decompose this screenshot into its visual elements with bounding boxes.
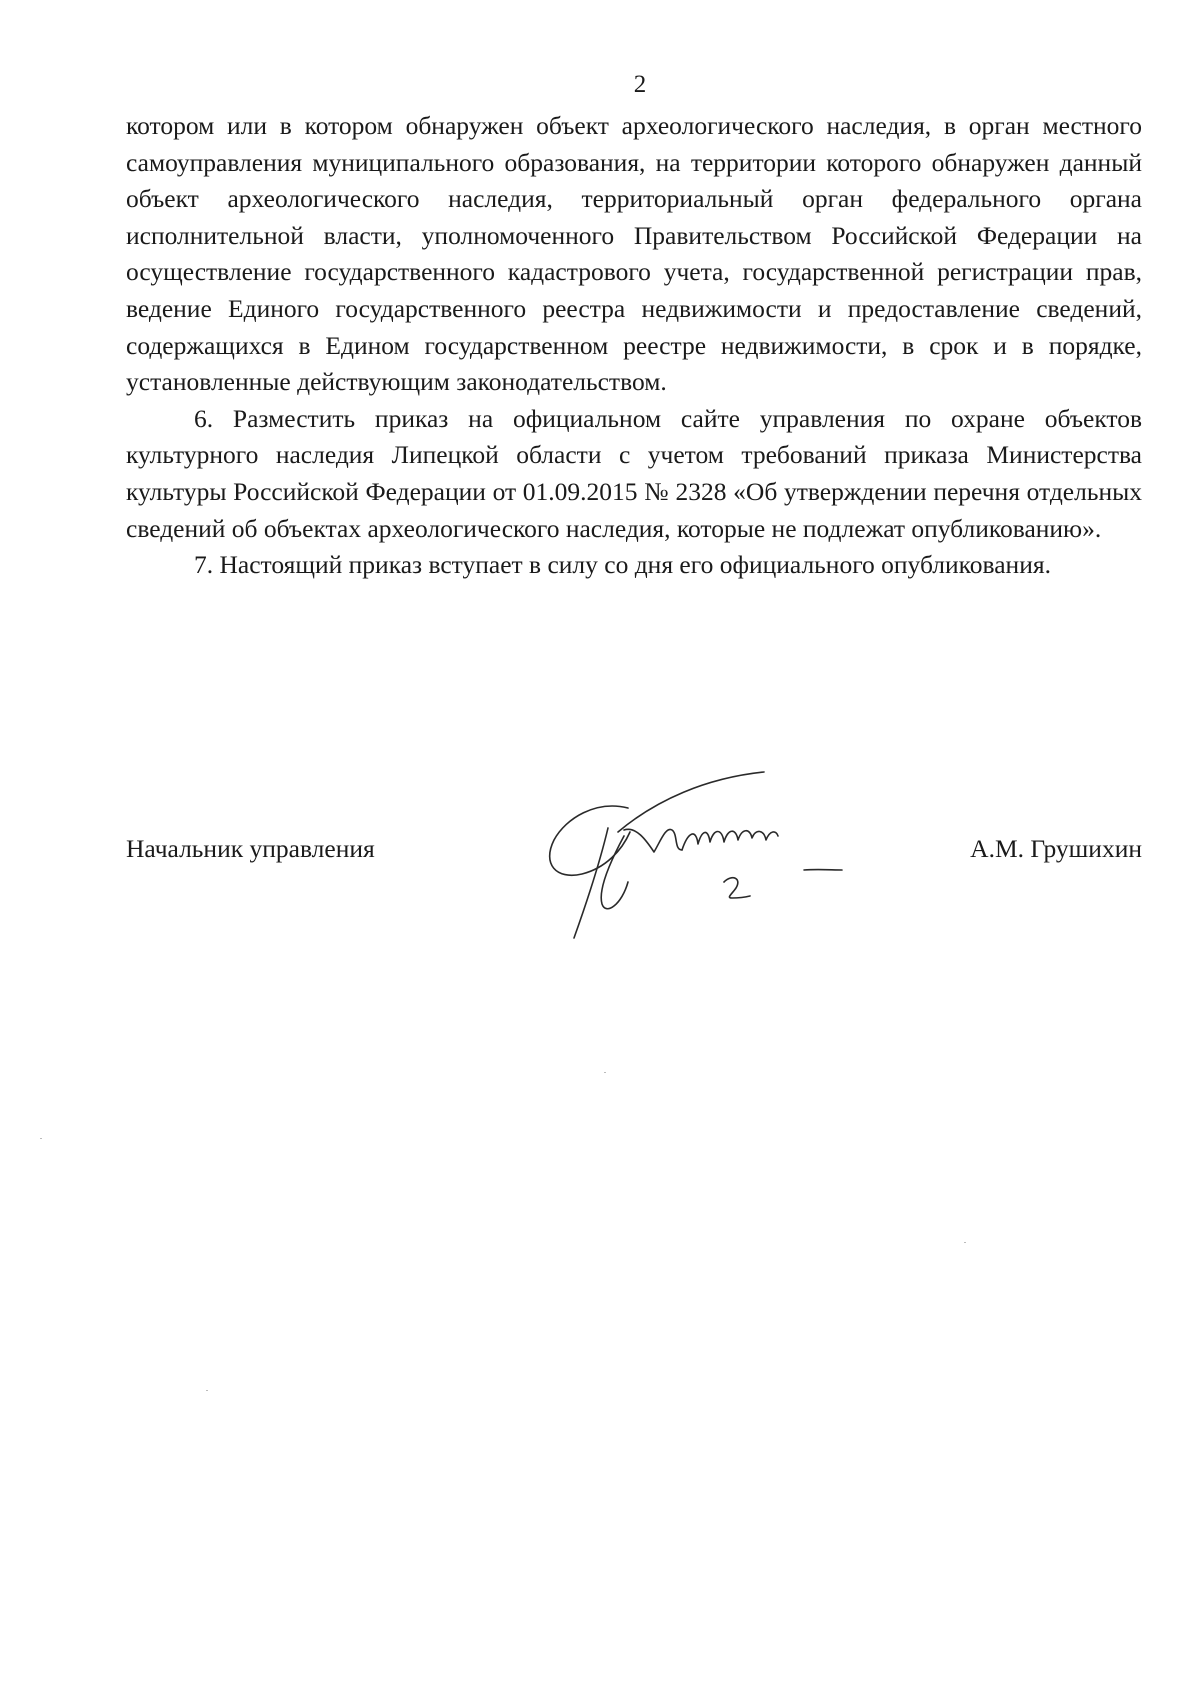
signature-block: [126, 770, 1142, 930]
scan-speck: [964, 1242, 966, 1243]
paragraph-item-6: 6. Разместить приказ на официальном сайте управления по охране объектов культурного наследия Липецкой области с учетом требований приказа Министерства культуры Российской Федерации от 01.09.2015 № 2328 «Об утверждении перечня отдельных сведений об объектах археологического наследия, которые не подлежат опубликованию».: [126, 403, 1142, 543]
page-number: 2: [633, 71, 647, 98]
paragraph-continuation: котором или в котором обнаружен объект археологического наследия, в орган местного самоуправления муниципального образования, на территории которого обнаружен данный объект археологического наследия, территориальный орган федерального органа исполнительной власти, уполномоченного Правительством Российской Федерации на осуществление государственного кадастрового учета, государственной регистрации прав, ведение Единого государственного реестра недвижимости и предоставление сведений, содержащихся в Едином государственном реестре недвижимости, в срок и в порядке, установленные действующим законодательством.: [126, 111, 1142, 397]
scan-speck: [40, 1138, 42, 1139]
scan-speck: [206, 1390, 208, 1391]
paragraph-item-7: 7. Настоящий приказ вступает в силу со дня его официального опубликования.: [194, 550, 1051, 580]
scan-speck: [604, 1072, 606, 1073]
signatory-position: Начальник управления: [126, 834, 375, 863]
signatory-name: А.М. Грушихин: [970, 834, 1142, 863]
handwritten-signature: [536, 770, 866, 940]
document-body: [126, 108, 1142, 584]
